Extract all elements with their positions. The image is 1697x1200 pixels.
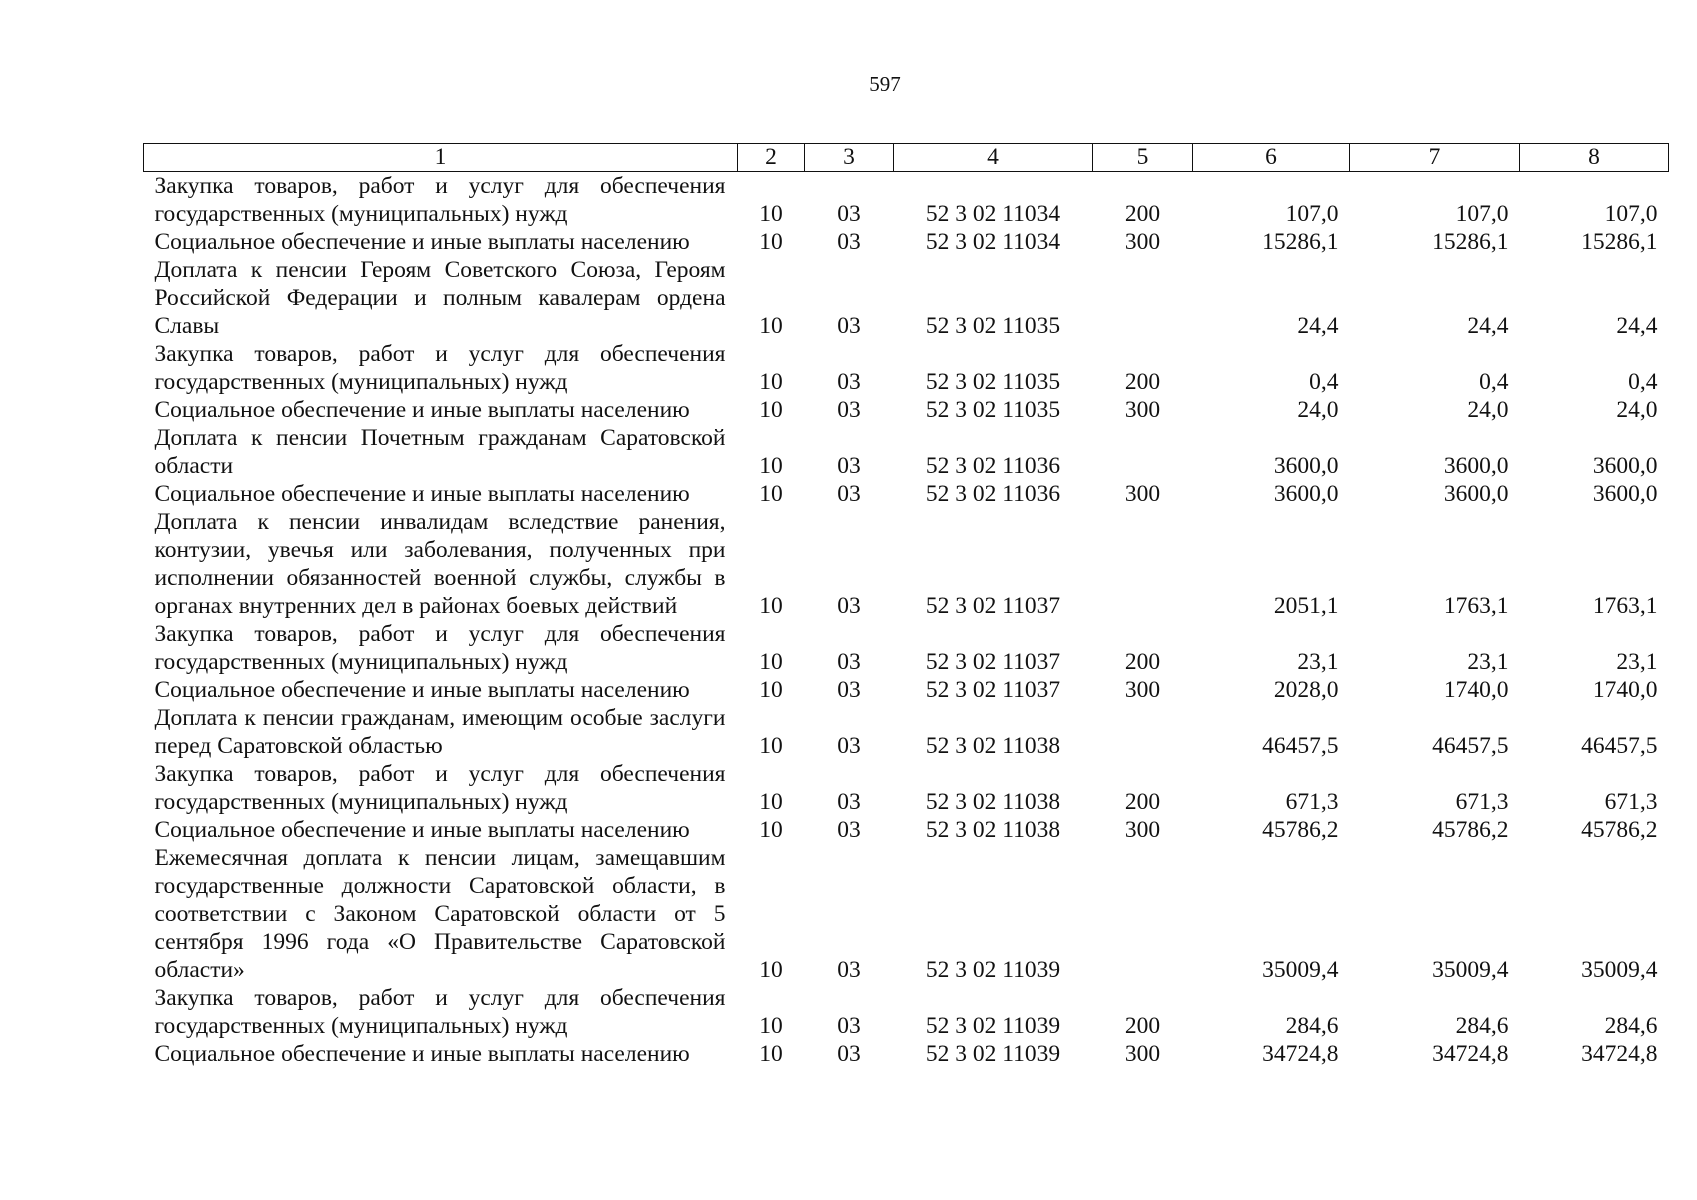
cell-amount-3: 34724,8 bbox=[1432, 1041, 1509, 1067]
cell-section: 10 bbox=[759, 313, 783, 339]
cell-subsection: 03 bbox=[837, 789, 861, 815]
cell-target-article: 52 3 02 11038 bbox=[925, 817, 1061, 843]
table-row bbox=[144, 172, 1669, 229]
cell-section: 10 bbox=[759, 201, 783, 227]
cell-subsection: 03 bbox=[837, 313, 861, 339]
cell-amount-4: 34724,8 bbox=[1581, 1041, 1658, 1067]
cell-expense-type: 300 bbox=[1124, 229, 1161, 255]
cell-expense-type bbox=[1093, 704, 1193, 760]
cell-target-article: 52 3 02 11039 bbox=[925, 1041, 1061, 1067]
cell-amount-2: 2051,1 bbox=[1273, 593, 1339, 619]
cell-subsection: 03 bbox=[837, 1041, 861, 1067]
cell-expense-type: 300 bbox=[1124, 1041, 1161, 1067]
table-row bbox=[144, 228, 1669, 256]
column-header: 5 bbox=[1093, 144, 1193, 172]
table-row bbox=[144, 844, 1669, 984]
cell-amount-3: 46457,5 bbox=[1432, 733, 1509, 759]
cell-item-name: Ежемесячная доплата к пенсии лицам, замещавшим государственные должности Саратовской области, в соответствии с Законом Саратовской области от 5 сентября 1996 года «О Правительстве Саратовской области» bbox=[154, 845, 726, 983]
cell-section: 10 bbox=[759, 817, 783, 843]
cell-target-article: 52 3 02 11037 bbox=[925, 649, 1061, 675]
cell-amount-4: 35009,4 bbox=[1581, 957, 1658, 983]
cell-amount-3: 45786,2 bbox=[1432, 817, 1509, 843]
cell-expense-type bbox=[1093, 844, 1193, 984]
cell-amount-4: 671,3 bbox=[1604, 789, 1658, 815]
cell-item-name: Закупка товаров, работ и услуг для обеспечения государственных (муниципальных) нужд bbox=[154, 621, 726, 675]
cell-amount-3: 1763,1 bbox=[1443, 593, 1509, 619]
cell-amount-3: 0,4 bbox=[1479, 369, 1509, 395]
cell-expense-type bbox=[1093, 424, 1193, 480]
cell-amount-4: 3600,0 bbox=[1592, 481, 1658, 507]
cell-subsection: 03 bbox=[837, 397, 861, 423]
cell-target-article: 52 3 02 11034 bbox=[925, 229, 1061, 255]
cell-amount-3: 671,3 bbox=[1455, 789, 1509, 815]
cell-item-name: Социальное обеспечение и иные выплаты населению bbox=[154, 481, 690, 507]
cell-subsection: 03 bbox=[837, 369, 861, 395]
cell-amount-3: 1740,0 bbox=[1443, 677, 1509, 703]
cell-amount-3: 3600,0 bbox=[1443, 481, 1509, 507]
table-row bbox=[144, 256, 1669, 340]
cell-section: 10 bbox=[759, 1013, 783, 1039]
cell-subsection: 03 bbox=[837, 593, 861, 619]
cell-item-name: Доплата к пенсии инвалидам вследствие ранения, контузии, увечья или заболевания, полученных при исполнении обязанностей военной службы, службы в органах внутренних дел в районах боевых действий bbox=[154, 509, 726, 619]
cell-subsection: 03 bbox=[837, 453, 861, 479]
cell-item-name: Социальное обеспечение и иные выплаты населению bbox=[154, 1041, 690, 1067]
cell-item-name: Доплата к пенсии Почетным гражданам Саратовской области bbox=[154, 425, 726, 479]
cell-item-name: Социальное обеспечение и иные выплаты населению bbox=[154, 817, 690, 843]
column-header: 2 bbox=[738, 144, 805, 172]
cell-section: 10 bbox=[759, 733, 783, 759]
cell-amount-2: 15286,1 bbox=[1262, 229, 1339, 255]
cell-subsection: 03 bbox=[837, 229, 861, 255]
column-header: 7 bbox=[1350, 144, 1520, 172]
cell-section: 10 bbox=[759, 481, 783, 507]
cell-section: 10 bbox=[759, 1041, 783, 1067]
cell-section: 10 bbox=[759, 677, 783, 703]
cell-amount-4: 3600,0 bbox=[1592, 453, 1658, 479]
cell-amount-3: 24,0 bbox=[1467, 397, 1509, 423]
cell-section: 10 bbox=[759, 649, 783, 675]
cell-amount-2: 2028,0 bbox=[1273, 677, 1339, 703]
cell-expense-type: 300 bbox=[1124, 397, 1161, 423]
cell-expense-type bbox=[1093, 508, 1193, 620]
cell-target-article: 52 3 02 11035 bbox=[925, 369, 1061, 395]
table-row bbox=[144, 1040, 1669, 1068]
cell-expense-type bbox=[1093, 256, 1193, 340]
cell-item-name: Закупка товаров, работ и услуг для обеспечения государственных (муниципальных) нужд bbox=[154, 173, 726, 227]
cell-amount-2: 107,0 bbox=[1285, 201, 1339, 227]
column-header: 1 bbox=[144, 144, 738, 172]
cell-amount-2: 3600,0 bbox=[1273, 481, 1339, 507]
page-number: 597 bbox=[869, 72, 901, 96]
cell-target-article: 52 3 02 11034 bbox=[925, 201, 1061, 227]
cell-subsection: 03 bbox=[837, 677, 861, 703]
column-header: 3 bbox=[805, 144, 894, 172]
cell-item-name: Социальное обеспечение и иные выплаты населению bbox=[154, 229, 690, 255]
cell-item-name: Закупка товаров, работ и услуг для обеспечения государственных (муниципальных) нужд bbox=[154, 341, 726, 395]
cell-section: 10 bbox=[759, 453, 783, 479]
cell-subsection: 03 bbox=[837, 649, 861, 675]
cell-amount-4: 24,4 bbox=[1616, 313, 1658, 339]
cell-subsection: 03 bbox=[837, 1013, 861, 1039]
cell-amount-3: 24,4 bbox=[1467, 313, 1509, 339]
column-header: 6 bbox=[1193, 144, 1350, 172]
cell-amount-3: 284,6 bbox=[1455, 1013, 1509, 1039]
cell-amount-2: 45786,2 bbox=[1262, 817, 1339, 843]
table-row bbox=[144, 620, 1669, 676]
header-row bbox=[144, 144, 1669, 172]
cell-item-name: Доплата к пенсии Героям Советского Союза, Героям Российской Федерации и полным кавалерам ордена Славы bbox=[154, 257, 726, 339]
cell-target-article: 52 3 02 11038 bbox=[925, 789, 1061, 815]
cell-section: 10 bbox=[759, 789, 783, 815]
column-header: 4 bbox=[894, 144, 1093, 172]
table-row bbox=[144, 760, 1669, 816]
cell-amount-2: 23,1 bbox=[1297, 649, 1339, 675]
cell-expense-type: 200 bbox=[1124, 369, 1161, 395]
table-row bbox=[144, 676, 1669, 704]
cell-amount-4: 1740,0 bbox=[1592, 677, 1658, 703]
cell-amount-2: 24,4 bbox=[1297, 313, 1339, 339]
cell-amount-4: 46457,5 bbox=[1581, 733, 1658, 759]
cell-subsection: 03 bbox=[837, 817, 861, 843]
cell-amount-2: 46457,5 bbox=[1262, 733, 1339, 759]
cell-amount-2: 24,0 bbox=[1297, 397, 1339, 423]
cell-expense-type: 200 bbox=[1124, 649, 1161, 675]
cell-expense-type: 300 bbox=[1124, 677, 1161, 703]
cell-amount-3: 3600,0 bbox=[1443, 453, 1509, 479]
cell-amount-3: 23,1 bbox=[1467, 649, 1509, 675]
cell-target-article: 52 3 02 11039 bbox=[925, 957, 1061, 983]
table-row bbox=[144, 424, 1669, 480]
cell-section: 10 bbox=[759, 957, 783, 983]
cell-expense-type: 200 bbox=[1124, 789, 1161, 815]
cell-amount-4: 1763,1 bbox=[1592, 593, 1658, 619]
cell-item-name: Доплата к пенсии гражданам, имеющим особые заслуги перед Саратовской областью bbox=[154, 705, 726, 759]
budget-table bbox=[143, 143, 1669, 1068]
table-row bbox=[144, 704, 1669, 760]
cell-target-article: 52 3 02 11035 bbox=[925, 397, 1061, 423]
cell-amount-4: 24,0 bbox=[1616, 397, 1658, 423]
cell-amount-3: 15286,1 bbox=[1432, 229, 1509, 255]
cell-subsection: 03 bbox=[837, 957, 861, 983]
cell-amount-4: 45786,2 bbox=[1581, 817, 1658, 843]
cell-amount-4: 107,0 bbox=[1604, 201, 1658, 227]
cell-amount-2: 0,4 bbox=[1309, 369, 1339, 395]
table-row bbox=[144, 984, 1669, 1040]
cell-target-article: 52 3 02 11037 bbox=[925, 593, 1061, 619]
cell-amount-3: 35009,4 bbox=[1432, 957, 1509, 983]
column-header: 8 bbox=[1520, 144, 1669, 172]
cell-subsection: 03 bbox=[837, 733, 861, 759]
cell-amount-4: 23,1 bbox=[1616, 649, 1658, 675]
cell-item-name: Социальное обеспечение и иные выплаты населению bbox=[154, 397, 690, 423]
cell-section: 10 bbox=[759, 369, 783, 395]
table-body bbox=[144, 172, 1669, 1069]
cell-amount-4: 0,4 bbox=[1628, 369, 1658, 395]
cell-amount-2: 35009,4 bbox=[1262, 957, 1339, 983]
cell-item-name: Закупка товаров, работ и услуг для обеспечения государственных (муниципальных) нужд bbox=[154, 985, 726, 1039]
cell-amount-2: 34724,8 bbox=[1262, 1041, 1339, 1067]
cell-item-name: Социальное обеспечение и иные выплаты населению bbox=[154, 677, 690, 703]
cell-expense-type: 200 bbox=[1124, 201, 1161, 227]
table-row bbox=[144, 340, 1669, 396]
cell-amount-4: 284,6 bbox=[1604, 1013, 1658, 1039]
cell-amount-3: 107,0 bbox=[1455, 201, 1509, 227]
cell-section: 10 bbox=[759, 397, 783, 423]
cell-expense-type: 300 bbox=[1124, 481, 1161, 507]
cell-amount-4: 15286,1 bbox=[1581, 229, 1658, 255]
table-header bbox=[144, 144, 1669, 172]
cell-subsection: 03 bbox=[837, 481, 861, 507]
cell-amount-2: 3600,0 bbox=[1273, 453, 1339, 479]
cell-expense-type: 300 bbox=[1124, 817, 1161, 843]
cell-section: 10 bbox=[759, 593, 783, 619]
cell-target-article: 52 3 02 11035 bbox=[925, 313, 1061, 339]
cell-target-article: 52 3 02 11037 bbox=[925, 677, 1061, 703]
cell-expense-type: 200 bbox=[1124, 1013, 1161, 1039]
cell-target-article: 52 3 02 11038 bbox=[925, 733, 1061, 759]
cell-section: 10 bbox=[759, 229, 783, 255]
table-row bbox=[144, 480, 1669, 508]
cell-amount-2: 284,6 bbox=[1285, 1013, 1339, 1039]
table-row bbox=[144, 816, 1669, 844]
cell-item-name: Закупка товаров, работ и услуг для обеспечения государственных (муниципальных) нужд bbox=[154, 761, 726, 815]
cell-subsection: 03 bbox=[837, 201, 861, 227]
cell-target-article: 52 3 02 11036 bbox=[925, 481, 1061, 507]
table-row bbox=[144, 508, 1669, 620]
cell-target-article: 52 3 02 11039 bbox=[925, 1013, 1061, 1039]
cell-target-article: 52 3 02 11036 bbox=[925, 453, 1061, 479]
cell-amount-2: 671,3 bbox=[1285, 789, 1339, 815]
table-row bbox=[144, 396, 1669, 424]
